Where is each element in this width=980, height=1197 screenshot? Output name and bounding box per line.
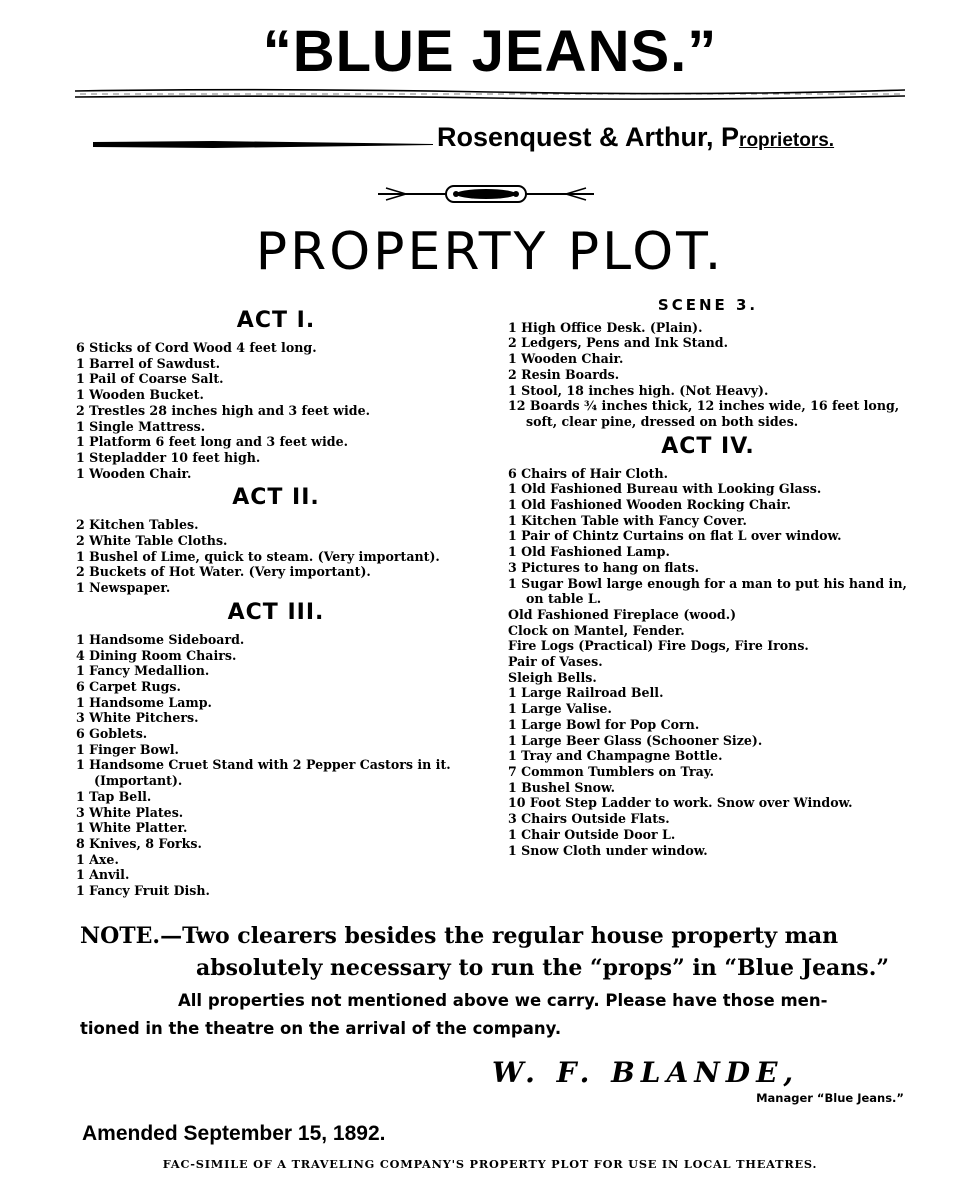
act-3-item: 6 Carpet Rugs. [76, 678, 181, 694]
act-1-item: 1 Barrel of Sawdust. [76, 355, 220, 371]
act-3-item: 1 Fancy Fruit Dish. [76, 883, 210, 899]
act-1-item: 1 Wooden Chair. [76, 465, 192, 481]
act-3-item: 1 Anvil. [76, 867, 130, 883]
act-2-heading: ACT II. [232, 485, 320, 511]
ornament-divider [376, 182, 596, 206]
act-3-item: 1 Handsome Lamp. [76, 694, 212, 710]
act-1-item: 1 Platform 6 feet long and 3 feet wide. [76, 434, 348, 450]
act-4-item: 1 Large Valise. [508, 701, 612, 717]
act-4-item: 1 Kitchen Table with Fancy Cover. [508, 512, 747, 528]
scene-3-item: 12 Boards ¾ inches thick, 12 inches wide, 16 feet long, soft, clear pine, dressed on both sides. [508, 398, 900, 429]
act-4-item: 1 Pair of Chintz Curtains on flat L over window. [508, 528, 842, 544]
scene-3-item: 1 Wooden Chair. [508, 351, 624, 367]
proprietors-suffix: roprietors. [739, 130, 835, 151]
act-1-item: 1 Pail of Coarse Salt. [76, 371, 224, 387]
act-4-item: 1 Large Bowl for Pop Corn. [508, 716, 700, 732]
act-4-item: 1 Tray and Champagne Bottle. [508, 748, 723, 764]
act-4-item: 6 Chairs of Hair Cloth. [508, 465, 669, 481]
proprietors-line [437, 122, 834, 153]
act-1-heading: ACT I. [236, 308, 316, 333]
act-4-item: Clock on Mantel, Fender. [508, 622, 685, 638]
act-4-item: 7 Common Tumblers on Tray. [508, 763, 715, 779]
act-3-item: 8 Knives, 8 Forks. [76, 835, 202, 851]
act-3-item: 6 Goblets. [76, 726, 148, 742]
act-4-heading: ACT IV. [661, 433, 755, 459]
act-1-item: 1 Stepladder 10 feet high. [76, 449, 261, 465]
scene-3-item: 1 Stool, 18 inches high. (Not Heavy). [508, 382, 769, 398]
act-3-item: 1 Axe. [76, 851, 119, 867]
act-3-item: 1 Handsome Sideboard. [76, 631, 245, 647]
amended-date: Amended September 15, 1892. [82, 1122, 386, 1145]
act-2-item: 2 White Table Cloths. [76, 533, 228, 549]
act-3-item: 1 Fancy Medallion. [76, 663, 210, 679]
manager-title: Manager “Blue Jeans.” [756, 1091, 904, 1105]
note-line-2: absolutely necessary to run the “props” in “Blue Jeans.” [196, 955, 890, 981]
act-3-section [76, 600, 476, 899]
act-4-item: 1 Old Fashioned Wooden Rocking Chair. [508, 497, 791, 513]
act-2-section [76, 485, 476, 596]
scene-3-item: 2 Resin Boards. [508, 366, 620, 382]
note-line-1: NOTE.—Two clearers besides the regular house property man [80, 923, 839, 949]
scene-3-item: 2 Ledgers, Pens and Ink Stand. [508, 335, 728, 351]
left-column [76, 304, 476, 903]
act-4-item: 1 Chair Outside Door L. [508, 826, 676, 842]
act-3-item: 4 Dining Room Chairs. [76, 647, 237, 663]
act-4-item: 1 Old Fashioned Lamp. [508, 544, 670, 560]
act-4-item: 1 Bushel Snow. [508, 779, 615, 795]
act-1-item: 6 Sticks of Cord Wood 4 feet long. [76, 340, 317, 355]
act-4-item: 3 Pictures to hang on flats. [508, 559, 699, 575]
act-4-item: Pair of Vases. [508, 654, 603, 670]
act-1-section [76, 308, 476, 481]
act-3-heading: ACT III. [227, 599, 325, 625]
carry-paragraph [80, 987, 910, 1043]
act-1-item: 1 Single Mattress. [76, 418, 206, 434]
act-4-item: Old Fashioned Fireplace (wood.) [508, 606, 737, 622]
thick-rule-left [93, 141, 433, 148]
act-3-item: 3 White Plates. [76, 804, 184, 820]
play-title: “BLUE JEANS.” [262, 19, 718, 84]
act-4-item: 1 Sugar Bowl large enough for a man to put his hand in, on table L. [508, 575, 907, 607]
act-4-item: 1 Snow Cloth under window. [508, 842, 708, 858]
act-4-item: Fire Logs (Practical) Fire Dogs, Fire Irons. [508, 638, 809, 654]
act-4-item: 1 Old Fashioned Bureau with Looking Glass. [508, 481, 822, 497]
act-3-item: 1 Handsome Cruet Stand with 2 Pepper Castors in it. (Important). [76, 757, 451, 789]
note-paragraph [80, 920, 910, 984]
right-column [508, 298, 908, 862]
act-4-item: 3 Chairs Outside Flats. [508, 811, 670, 827]
act-2-item: 1 Newspaper. [76, 580, 171, 596]
proprietors-names: Rosenquest & Arthur, P [437, 122, 740, 152]
act-3-item: 1 White Platter. [76, 820, 188, 836]
scene-3-heading: SCENE 3. [657, 296, 759, 314]
act-2-item: 2 Buckets of Hot Water. (Very important). [76, 564, 371, 580]
act-3-item: 3 White Pitchers. [76, 710, 199, 726]
property-plot-heading: PROPERTY PLOT. [255, 222, 725, 282]
carry-line-2: tioned in the theatre on the arrival of the company. [80, 1019, 562, 1038]
act-3-item: 1 Finger Bowl. [76, 741, 179, 757]
act-3-item: 1 Tap Bell. [76, 788, 152, 804]
scene-3-item: 1 High Office Desk. (Plain). [508, 319, 703, 335]
facsimile-caption: FAC-SIMILE OF A TRAVELING COMPANY'S PROPERTY PLOT FOR USE IN LOCAL THEATRES. [162, 1157, 818, 1171]
act-1-item: 1 Wooden Bucket. [76, 387, 204, 403]
manager-signature: W. F. BLANDE, [492, 1056, 800, 1089]
act-4-item: 1 Large Beer Glass (Schooner Size). [508, 732, 763, 748]
act-1-item: 2 Trestles 28 inches high and 3 feet wide. [76, 402, 371, 418]
double-rule-divider [75, 86, 905, 102]
act-2-item: 2 Kitchen Tables. [76, 517, 199, 533]
act-4-item: 1 Large Railroad Bell. [508, 685, 664, 701]
carry-line-1: All properties not mentioned above we carry. Please have those men- [178, 991, 828, 1010]
act-2-item: 1 Bushel of Lime, quick to steam. (Very important). [76, 548, 440, 564]
scene-3-section [508, 298, 908, 430]
act-4-item: 10 Foot Step Ladder to work. Snow over Window. [508, 795, 853, 811]
act-4-item: Sleigh Bells. [508, 669, 597, 685]
act-4-section [508, 434, 908, 859]
